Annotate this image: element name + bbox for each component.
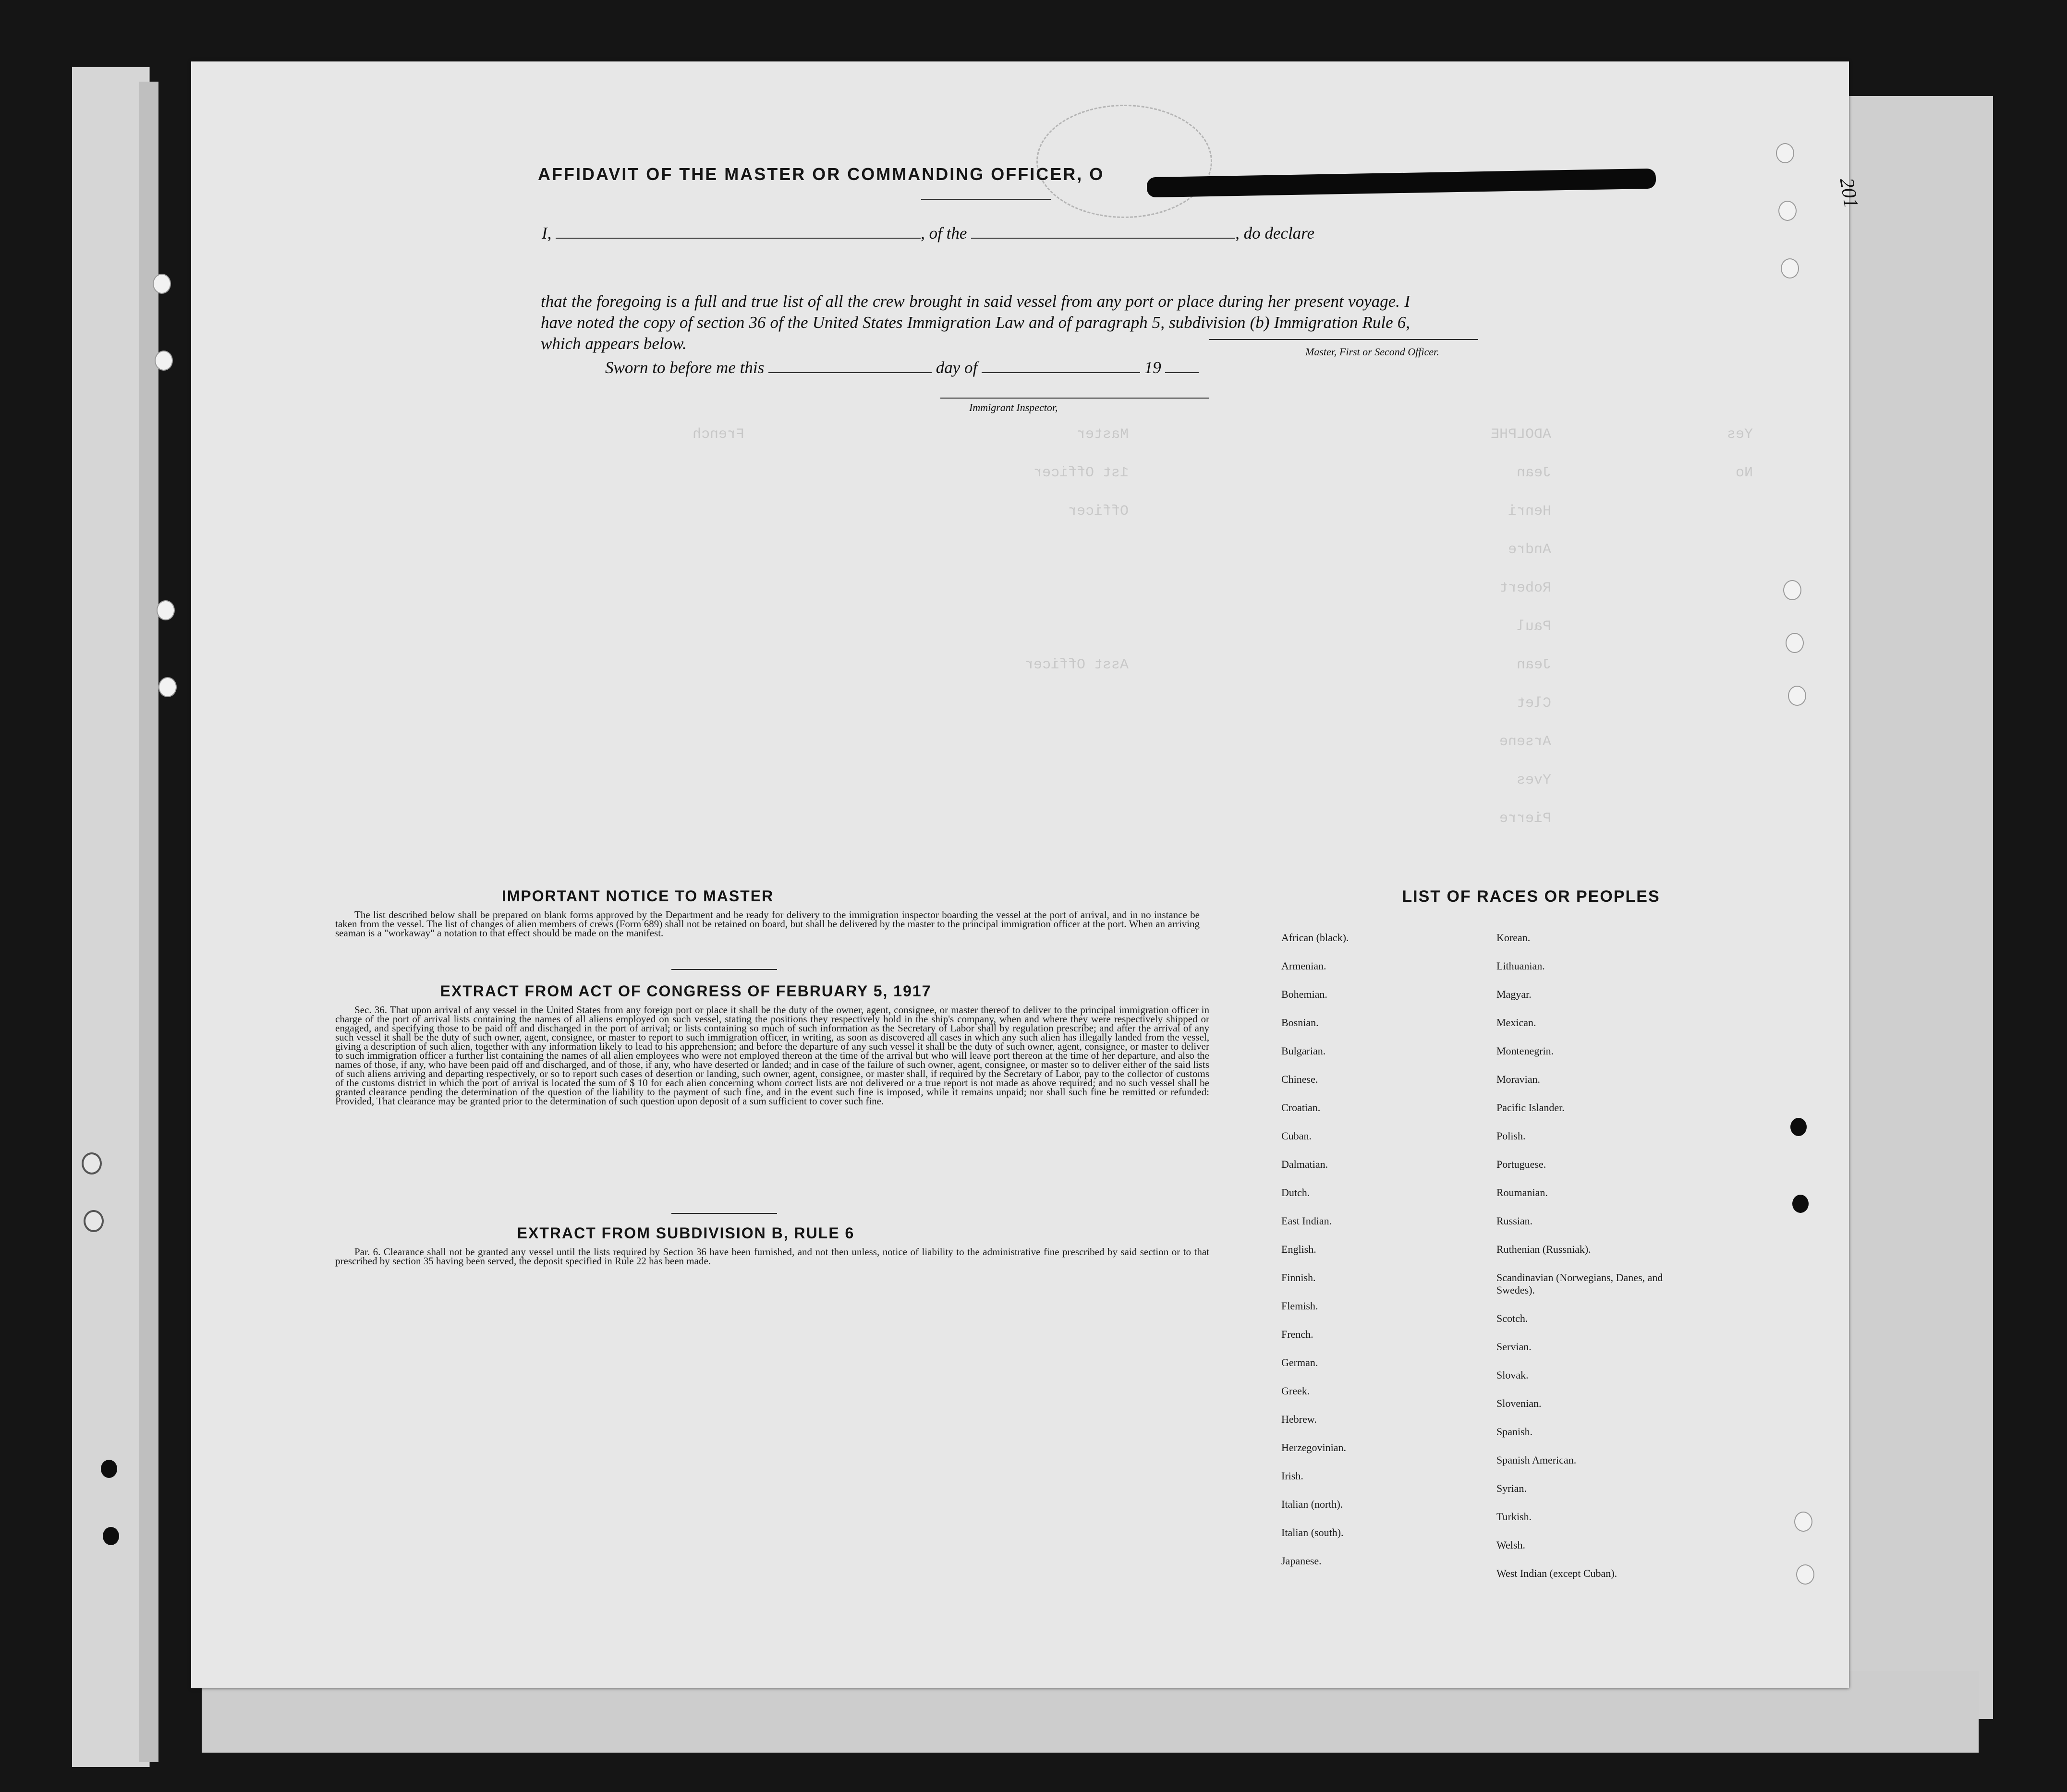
inspector-signature-line[interactable] (940, 398, 1209, 399)
sworn-label: Sworn to before me this (605, 358, 765, 377)
race-item: Syrian. (1496, 1482, 1527, 1494)
master-caption: Master, First or Second Officer. (1305, 346, 1439, 358)
extract-1917-paragraph: Sec. 36. That upon arrival of any vessel in the United States from any foreign port or place it shall be the duty of the owner, agent, consignee, or master thereof to deliver to the principal immigration officer in charge of the port of arrival lists containing the names of all aliens employed on such vessel, stating the positions they respectively hold in the ship's company, when and where they were respectively shipped or engaged, and specifying those to be paid off and discharged in the port of arrival; or lists containing so much of such information as the Secretary of Labor shall by regulation prescribe; and after the arrival of any such vessel it shall be the duty of such owner, agent, consignee, or master to report to such immigration officer, in writing, as soon as discovered all cases in which any such alien has illegally landed from the vessel, giving a description of such alien, together with any information likely to lead to his apprehension; and before the departure of any such vessel it shall be the duty of such owner, agent, consignee, or master to deliver to such immigration officer a further list containing the names of all alien employees who were not employed thereon at the time of the arrival but who will leave port thereon at the time of her departure, and also the names of those, if any, who have been paid off and discharged, and of those, if any, who have deserted or landed; and in case of the failure of such owner, agent, consignee, or master so to deliver either of the said lists of such aliens arriving and departing respectively, or so to report such cases of desertion or landing, such owner, agent, consignee, or master shall, if required by the Secretary of Labor, pay to the collector of customs of the customs district in which the port of arrival is located the sum of $ 10 for each alien concerning whom correct lists are not delivered or a true report is not made as above required; and no such vessel shall be granted clearance pending the determination of the question of the liability to the payment of such fine, and in the event such fine is imposed, while it remains unpaid; nor shall such fine be remitted or refunded: Provided, That clearance may be granted prior to the determination of such question upon deposit of a sum sufficient to cover such fine. (335, 1004, 1209, 1107)
manifest-page (191, 61, 1862, 1688)
punch-hole (158, 677, 177, 697)
sworn-line (605, 358, 1199, 377)
race-item: Dalmatian. (1281, 1158, 1328, 1170)
punch-hole (1786, 633, 1804, 653)
sworn-year-blank[interactable] (1165, 372, 1199, 373)
backing-sheet-left (72, 67, 150, 1767)
race-item: Welsh. (1496, 1539, 1525, 1551)
punch-hole (1796, 1564, 1814, 1585)
race-item: English. (1281, 1243, 1316, 1255)
affidavit-title: AFFIDAVIT OF THE MASTER OR COMMANDING OFFICER, O (538, 164, 1105, 184)
notice-paragraph: The list described below shall be prepared on blank forms approved by the Department and be ready for delivery to the immigration inspector boarding the vessel at the port of arrival, and in no instance be taken from the vessel. The list of changes of alien members of crews (Form 689) shall not be retained on board, but shall be delivered by the master to the principal immigration officer at the port. When an arriving seaman is a "workaway" a notation to that effect should be made on the manifest. (335, 909, 1200, 939)
extract-rule6-heading: EXTRACT FROM SUBDIVISION B, RULE 6 (517, 1224, 855, 1242)
race-item: Roumanian. (1496, 1187, 1548, 1199)
extract-1917-heading: EXTRACT FROM ACT OF CONGRESS OF FEBRUARY 5, 1917 (440, 982, 932, 1000)
punch-hole (157, 600, 175, 620)
bleed-through: Yes ADOLPHE Master French No Jean 1st Officer Henri Officer Andre Robert Paul Jean Asst Officer Clet Arsene Yves Pierre (692, 426, 1753, 827)
punch-hole (155, 351, 173, 371)
race-item: Scandinavian (Norwegians, Danes, and Swedes). (1496, 1271, 1663, 1296)
race-item: Hebrew. (1281, 1413, 1317, 1425)
name-blank[interactable] (556, 238, 921, 239)
race-item: Greek. (1281, 1385, 1310, 1397)
inspector-caption: Immigrant Inspector, (969, 401, 1058, 413)
race-item: Scotch. (1496, 1312, 1528, 1324)
race-item: Dutch. (1281, 1187, 1310, 1199)
race-item: Japanese. (1281, 1555, 1322, 1567)
race-item: Magyar. (1496, 988, 1532, 1000)
punch-hole (1781, 258, 1799, 278)
race-item: Polish. (1496, 1130, 1526, 1142)
race-item: Finnish. (1281, 1271, 1316, 1283)
backing-sheet-right (1839, 96, 1993, 1719)
race-item: Bulgarian. (1281, 1045, 1326, 1057)
race-item: West Indian (except Cuban). (1496, 1567, 1617, 1579)
sworn-day-label: day of (936, 358, 978, 377)
race-item: Slovenian. (1496, 1397, 1542, 1409)
race-item: Moravian. (1496, 1073, 1541, 1085)
faint-stamp (1036, 105, 1212, 218)
race-item: Spanish American. (1496, 1454, 1577, 1466)
declaration-i: I, (542, 224, 552, 242)
race-item: Lithuanian. (1496, 960, 1545, 972)
notice-heading: IMPORTANT NOTICE TO MASTER (501, 887, 774, 905)
punch-hole (82, 1152, 102, 1174)
race-item: Servian. (1496, 1341, 1532, 1353)
extract-rule6-text (335, 1247, 1209, 1266)
punch-hole (1790, 1118, 1807, 1136)
race-item: Bohemian. (1281, 988, 1327, 1000)
punch-hole (1794, 1512, 1812, 1532)
divider (921, 199, 1051, 200)
race-item: Slovak. (1496, 1369, 1529, 1381)
declaration-of-the: , of the (921, 224, 967, 242)
punch-hole (101, 1460, 117, 1478)
race-item: Korean. (1496, 932, 1531, 944)
race-item: Bosnian. (1281, 1017, 1319, 1029)
race-item: Russian. (1496, 1215, 1533, 1227)
race-item: Herzegovinian. (1281, 1441, 1346, 1453)
race-item: Turkish. (1496, 1511, 1532, 1523)
race-item: Italian (north). (1281, 1498, 1343, 1510)
race-item: Pacific Islander. (1496, 1102, 1565, 1114)
race-item: Flemish. (1281, 1300, 1318, 1312)
race-item: East Indian. (1281, 1215, 1332, 1227)
punch-hole (1776, 143, 1794, 163)
divider (671, 1213, 777, 1214)
affidavit-body: that the foregoing is a full and true list of all the crew brought in said vessel from any port or place during her present voyage. I have noted the copy of section 36 of the United States Immigration Law and of paragraph 5, subdivision (b) Immigration Rule 6, which appears below. (541, 292, 1410, 353)
vessel-blank[interactable] (971, 238, 1235, 239)
divider (671, 969, 777, 970)
race-item: Ruthenian (Russniak). (1496, 1243, 1591, 1255)
sworn-year-label: 19 (1144, 358, 1161, 377)
notice-text (335, 910, 1200, 938)
affidavit-declaration-line (542, 224, 1314, 243)
race-item: Spanish. (1496, 1426, 1533, 1438)
backing-sheet-strip (139, 82, 158, 1762)
race-item: African (black). (1281, 932, 1349, 944)
extract-rule6-paragraph: Par. 6. Clearance shall not be granted any vessel until the lists required by Section 36 have been furnished, and not then unless, notice of liability to the administrative fine prescribed by said section or to that prescribed by section 35 having been served, the deposit specified in Rule 22 has been made. (335, 1246, 1209, 1267)
extract-1917-text (335, 1005, 1209, 1106)
race-item: Cuban. (1281, 1130, 1312, 1142)
punch-hole (153, 274, 171, 294)
punch-hole (1792, 1195, 1809, 1213)
race-item: Italian (south). (1281, 1526, 1344, 1538)
race-item: Montenegrin. (1496, 1045, 1554, 1057)
race-item: Armenian. (1281, 960, 1326, 972)
sworn-date-blank[interactable] (768, 372, 932, 373)
punch-hole (1783, 580, 1801, 600)
redaction-mark (1147, 169, 1656, 197)
races-heading: LIST OF RACES OR PEOPLES (1402, 887, 1660, 906)
race-item: French. (1281, 1328, 1313, 1340)
race-item: Irish. (1281, 1470, 1303, 1482)
punch-hole (103, 1527, 119, 1545)
race-item: Croatian. (1281, 1102, 1321, 1114)
declaration-do-declare: , do declare (1235, 224, 1315, 242)
sworn-month-blank[interactable] (982, 372, 1140, 373)
handwritten-margin-number: 201 (1835, 176, 1862, 210)
punch-hole (84, 1210, 104, 1232)
signature-line[interactable] (1209, 339, 1478, 340)
race-item: Portuguese. (1496, 1158, 1546, 1170)
race-item: German. (1281, 1356, 1318, 1368)
race-item: Mexican. (1496, 1017, 1536, 1029)
punch-hole (1778, 201, 1797, 221)
race-item: Chinese. (1281, 1073, 1318, 1085)
punch-hole (1788, 686, 1806, 706)
